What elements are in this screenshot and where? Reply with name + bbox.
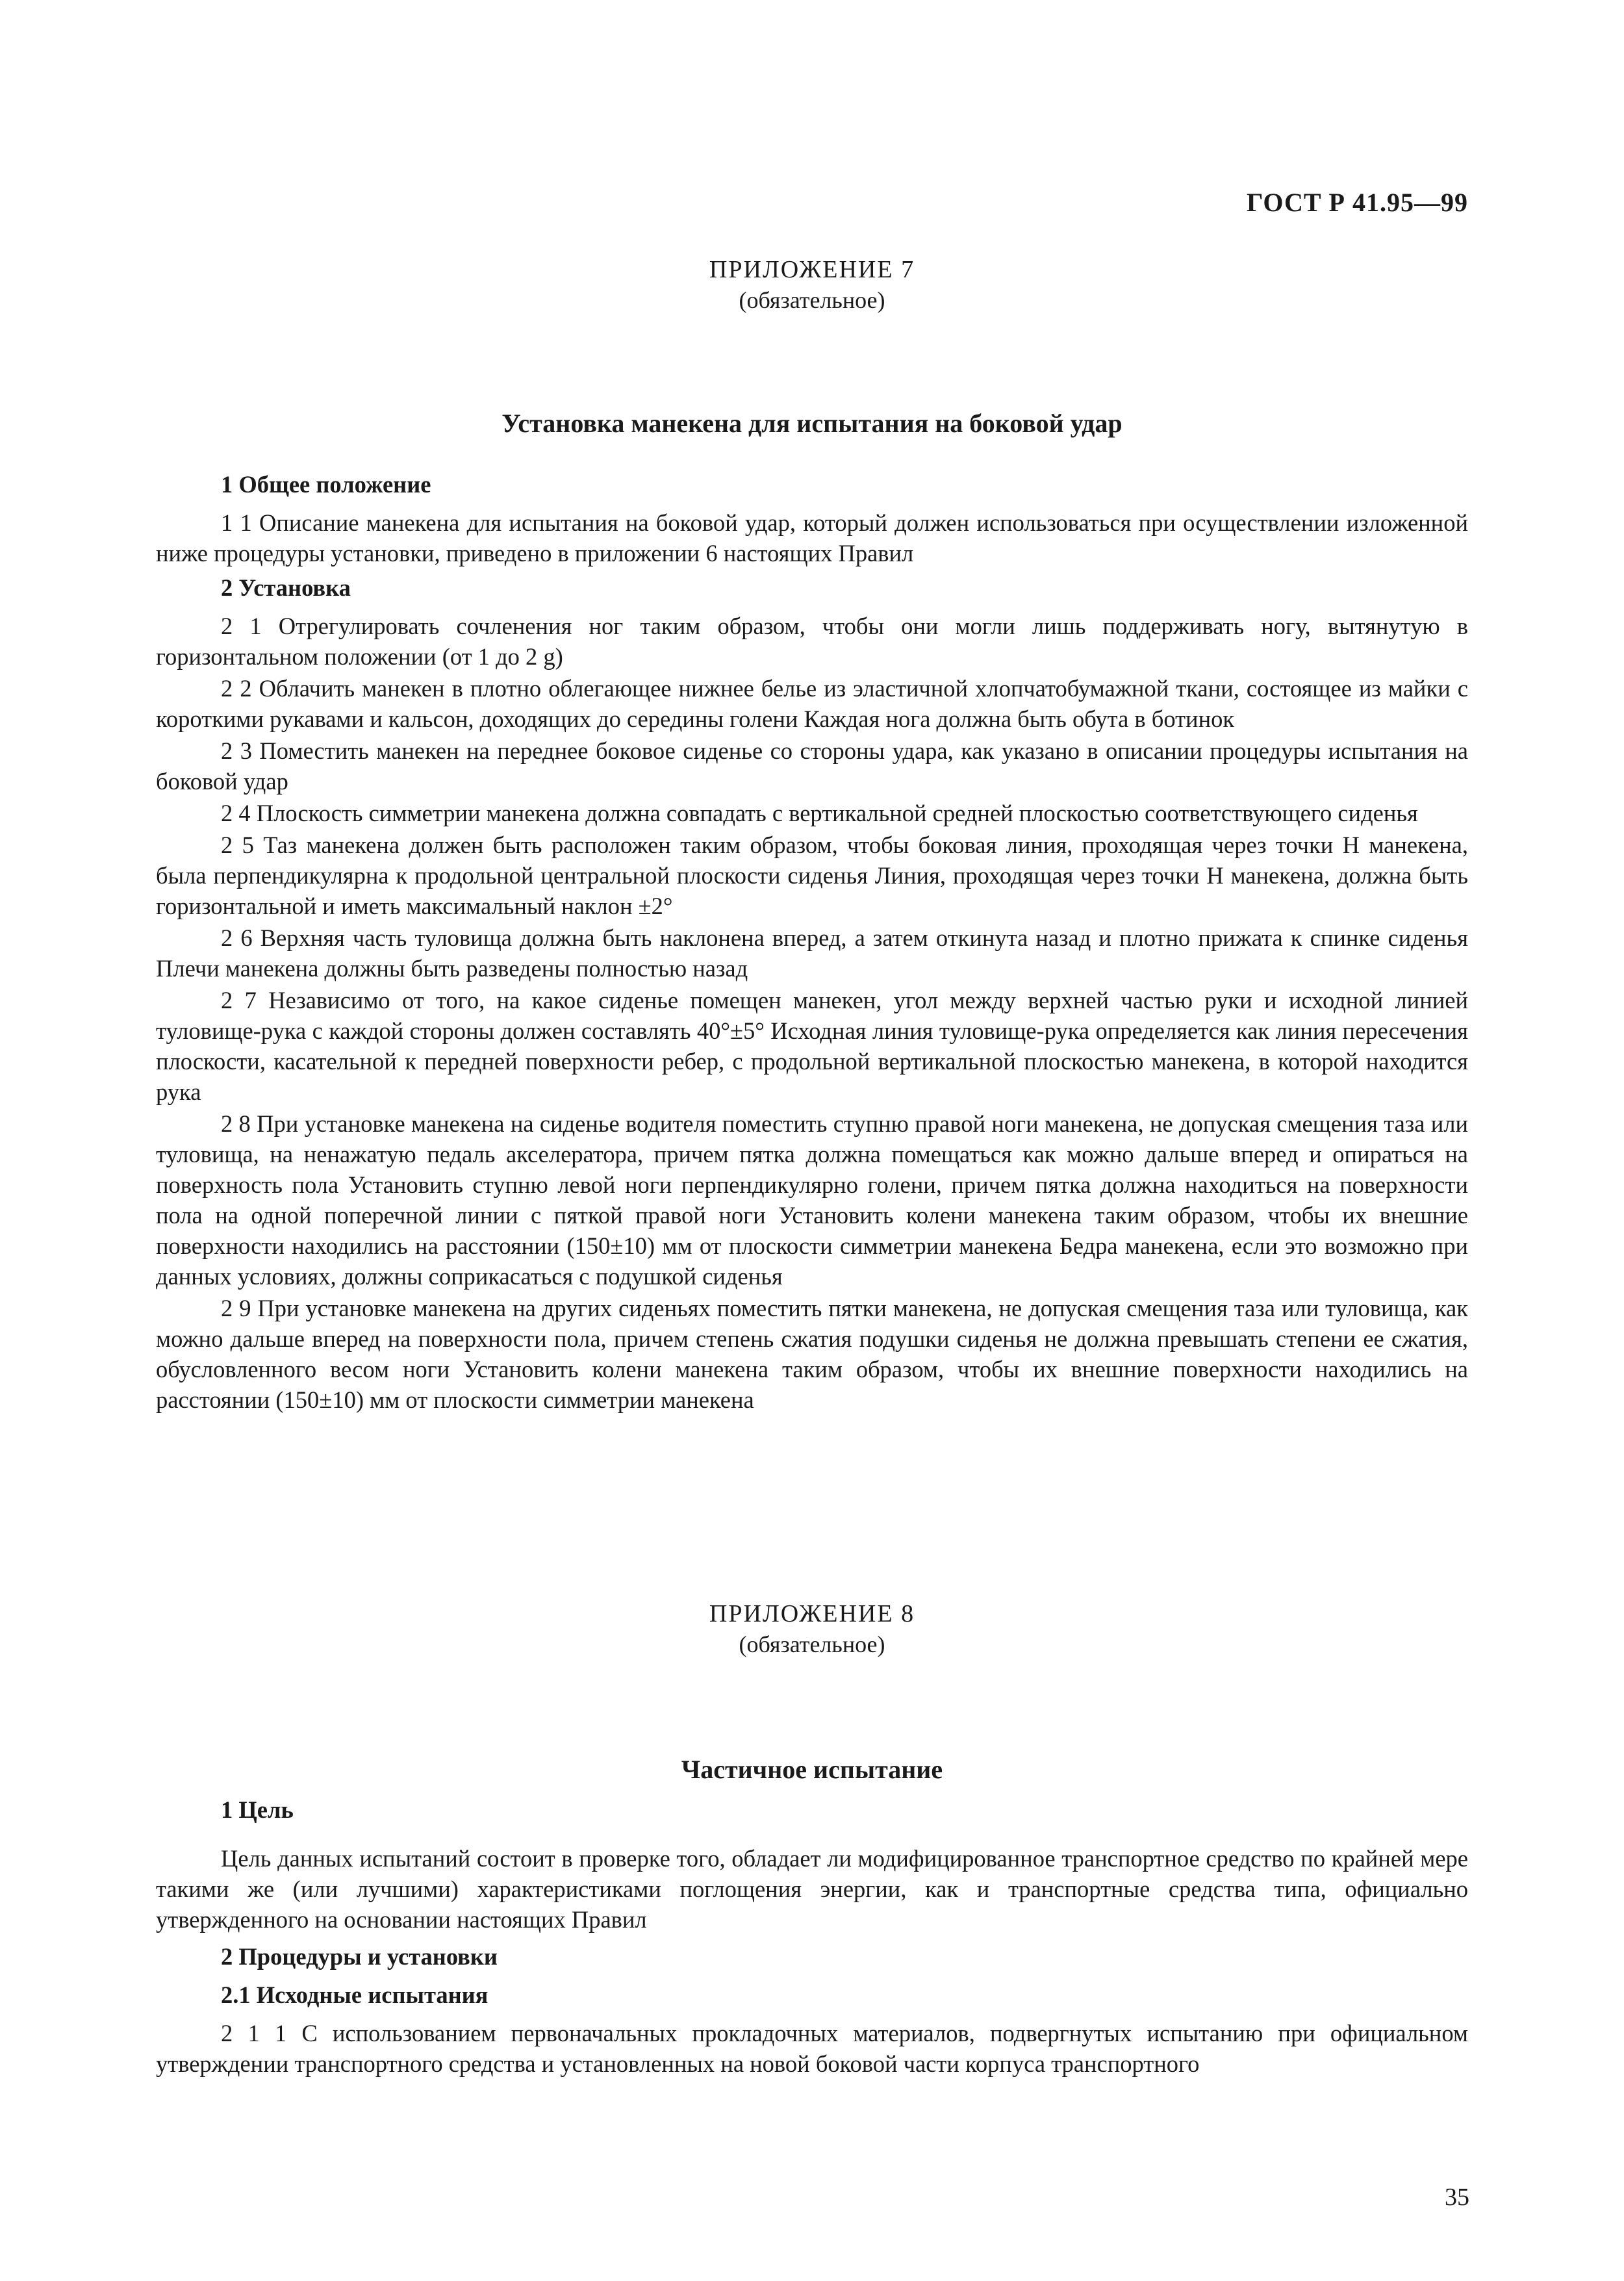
appendix-8-paragraph-2-1-1: 2 1 1 С использованием первоначальных прокладочных материалов, подвергнутых испытанию при официальном утверждении транспортного средства и установленных на новой боковой части корпуса транспортного — [156, 2020, 1468, 2077]
appendix-8-heading: Частичное испытание — [681, 1755, 943, 1784]
page-number: 35 — [1445, 2184, 1469, 2211]
paragraph-2-8: 2 8 При установке манекена на сиденье водителя поместить ступню правой ноги манекена, не допуская смещения таза или туловища, на ненажатую педаль акселератора, причем пятка должна помещаться как можно дальше вперед и опираться на поверхность пола Установить ступню левой ноги перпендикулярно голени, причем пятка должна находиться на поверхности пола на одной поперечной линии с пяткой правой ноги Установить колени манекена таким образом, чтобы их внешние поверхности находились на расстоянии (150±10) мм от плоскости симметрии манекена Бедра манекена, если это возможно при данных условиях, должны соприкасаться с подушкой сиденья — [156, 1110, 1468, 1290]
appendix-8-section-2-1-heading: 2.1 Исходные испытания — [221, 1982, 488, 2008]
paragraph-2-9: 2 9 При установке манекена на других сиденьях поместить пятки манекена, не допуская смещения таза или туловища, как можно дальше вперед на поверхности пола, причем степень сжатия подушки сиденья не должна превышать степени ее сжатия, обусловленного весом ноги Установить колени манекена таким образом, чтобы их внешние поверхности находились на расстоянии (150±10) мм от плоскости симметрии манекена — [156, 1295, 1468, 1413]
paragraph-2-5: 2 5 Таз манекена должен быть расположен таким образом, чтобы боковая линия, проходящая через точки Н манекена, была перпендикулярна к продольной центральной плоскости сиденья Линия, проходящая через точки Н манекена, должна быть горизонтальной и иметь максимальный наклон ±2° — [156, 832, 1468, 919]
section-1-heading: 1 Общее положение — [221, 471, 431, 498]
appendix-7-heading: Установка манекена для испытания на боковой удар — [501, 409, 1123, 438]
appendix-7-body — [156, 469, 1468, 1416]
paragraph-2-6: 2 6 Верхняя часть туловища должна быть наклонена вперед, а затем откинута назад и плотно прижата к спинке сиденья Плечи манекена должны быть разведены полностью назад — [156, 924, 1468, 982]
appendix-8-paragraph-1: Цель данных испытаний состоит в проверке того, обладает ли модифицированное транспортное средство по крайней мере такими же (или лучшими) характеристиками поглощения энергии, как и транспортные средства типа, официально утвержденного на основании настоящих Правил — [156, 1845, 1468, 1933]
paragraph-2-4: 2 4 Плоскость симметрии манекена должна совпадать с вертикальной средней плоскостью соответствующего сиденья — [221, 800, 1418, 826]
appendix-7-title: ПРИЛОЖЕНИЕ 7 — [709, 256, 915, 283]
paragraph-2-2: 2 2 Облачить манекен в плотно облегающее нижнее белье из эластичной хлопчатобумажной ткани, состоящее из майки с короткими рукавами и кальсон, доходящих до середины голени Каждая нога должна быть обута в ботинок — [156, 675, 1468, 732]
appendix-8-title: ПРИЛОЖЕНИЕ 8 — [709, 1600, 915, 1627]
appendix-7-subtitle: (обязательное) — [739, 287, 885, 313]
paragraph-2-1: 2 1 Отрегулировать сочленения ног таким образом, чтобы они могли лишь поддерживать ногу, вытянутую в горизонтальном положении (от 1 до 2 g) — [156, 613, 1468, 670]
appendix-8-subtitle: (обязательное) — [739, 1631, 885, 1657]
appendix-8-body — [156, 1794, 1468, 2080]
section-2-heading: 2 Установка — [221, 574, 351, 601]
appendix-8-section-2-heading: 2 Процедуры и установки — [221, 1943, 498, 1970]
paragraph-2-7: 2 7 Независимо от того, на какое сиденье помещен манекен, угол между верхней частью руки и исходной линией туловище-рука с каждой стороны должен составлять 40°±5° Исходная линия туловище-рука определяется как линия пересечения плоскости, касательной к передней поверхности ребер, с продольной вертикальной плоскостью манекена, в которой находится рука — [156, 987, 1468, 1105]
paragraph-1-1: 1 1 Описание манекена для испытания на боковой удар, который должен использоваться при осуществлении изложенной ниже процедуры установки, приведено в приложении 6 настоящих Правил — [156, 509, 1468, 567]
appendix-8-section-1-heading: 1 Цель — [221, 1796, 294, 1823]
document-code: ГОСТ Р 41.95—99 — [1246, 188, 1468, 217]
paragraph-2-3: 2 3 Поместить манекен на переднее боковое сиденье со стороны удара, как указано в описании процедуры испытания на боковой удар — [156, 737, 1468, 795]
